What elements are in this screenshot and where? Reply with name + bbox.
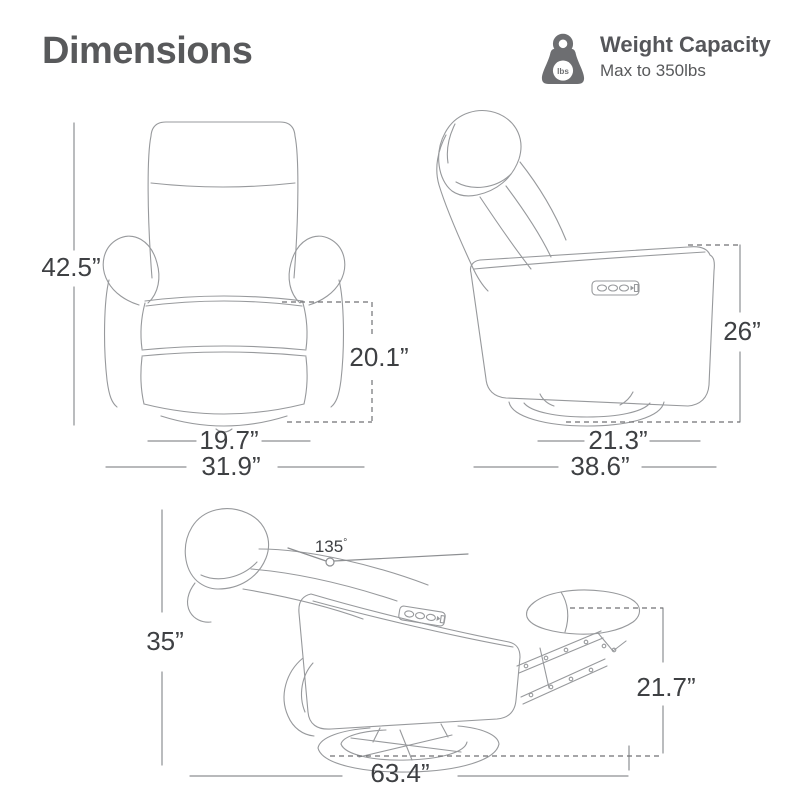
angle-135-vertex [326, 558, 334, 566]
front-view-drawing [103, 122, 345, 432]
label-side-base-width: 21.3” [588, 425, 648, 455]
reclined-control-panel [398, 605, 446, 626]
reclined-view-drawing [185, 509, 639, 772]
label-reclined-overall-length: 63.4” [370, 758, 430, 788]
label-recline-angle [315, 538, 347, 556]
side-view-drawing [437, 111, 715, 426]
label-reclined-footrest-height: 21.7” [636, 672, 696, 702]
label-reclined-height: 35” [146, 626, 184, 656]
recline-angle-value: 135 [314, 537, 344, 556]
page-title: Dimensions [42, 30, 253, 72]
label-front-seat-height: 20.1” [349, 342, 409, 372]
weight-capacity-title: Weight Capacity [600, 32, 771, 57]
weight-icon-lbs-label: lbs [557, 66, 569, 76]
side-control-panel [592, 281, 639, 295]
degree-symbol: ° [343, 537, 348, 549]
label-front-overall-height: 42.5” [41, 252, 101, 282]
label-side-arm-height: 26” [723, 316, 761, 346]
label-side-overall-depth: 38.6” [570, 451, 630, 481]
footrest-mechanism [517, 631, 626, 704]
label-front-seat-width: 19.7” [199, 425, 259, 455]
label-front-overall-width: 31.9” [201, 451, 261, 481]
weight-capacity-subtitle: Max to 350lbs [600, 61, 706, 81]
